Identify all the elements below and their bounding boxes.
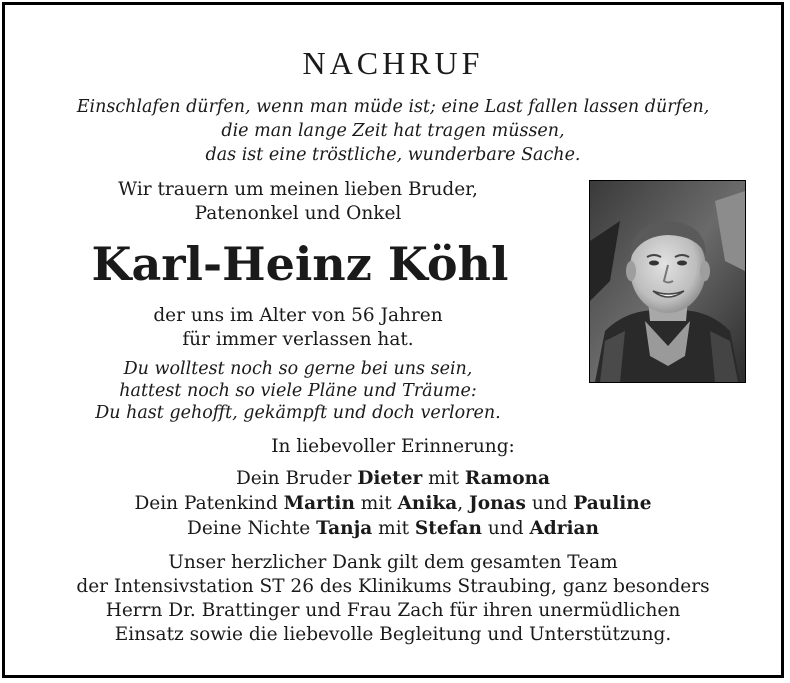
mourning-intro (63, 178, 533, 226)
connector: mit (422, 468, 465, 489)
motto-line: Einschlafen dürfen, wenn man müde ist; eine Last fallen lassen dürfen, (76, 97, 710, 117)
intro-line: Wir trauern um meinen lieben Bruder, (118, 179, 478, 200)
memorial-poem (63, 358, 533, 424)
memory-heading: In liebevoller Erinnerung: (271, 436, 515, 457)
portrait-photo-icon (590, 181, 745, 382)
family-line-niece (5, 516, 781, 541)
thanks-line: Herrn Dr. Brattinger und Frau Zach für ihren unermüdlichen (105, 600, 681, 621)
relation-label: Dein Bruder (235, 468, 358, 489)
family-line-brother (5, 466, 781, 491)
portrait-photo (589, 180, 746, 383)
age-line: der uns im Alter von 56 Jahren (153, 305, 443, 326)
family-name: Pauline (573, 493, 652, 514)
motto-line: die man lange Zeit hat tragen müssen, (221, 121, 565, 141)
family-name: Ramona (464, 468, 551, 489)
poem-line: Du wolltest noch so gerne bei uns sein, (123, 359, 473, 379)
family-line-godchild (5, 491, 781, 516)
connector: , (457, 493, 469, 514)
family-name: Adrian (529, 518, 599, 539)
connector: und (525, 493, 574, 514)
family-name: Jonas (468, 493, 526, 514)
opening-motto (5, 95, 781, 167)
thanks-paragraph (5, 551, 781, 647)
deceased-name: Karl-Heinz Köhl (91, 237, 509, 291)
age-statement (63, 304, 533, 352)
family-name: Stefan (414, 518, 482, 539)
relation-label: Deine Nichte (187, 518, 317, 539)
thanks-line: Unser herzlicher Dank gilt dem gesamten Team (168, 552, 618, 573)
family-name: Tanja (316, 518, 373, 539)
age-line: für immer verlassen hat. (182, 329, 414, 350)
poem-line: hattest noch so viele Pläne und Träume: (119, 381, 477, 401)
family-name: Martin (283, 493, 355, 514)
connector: und (482, 518, 530, 539)
obituary-notice (2, 2, 784, 678)
poem-line: Du hast gehofft, gekämpft und doch verloren. (95, 403, 501, 423)
family-list (5, 466, 781, 541)
family-name: Dieter (357, 468, 423, 489)
family-name: Anika (397, 493, 458, 514)
motto-line: das ist eine tröstliche, wunderbare Sache. (205, 145, 581, 165)
thanks-line: Einsatz sowie die liebevolle Begleitung und Unterstützung. (114, 624, 672, 645)
relation-label: Dein Patenkind (134, 493, 284, 514)
connector: mit (372, 518, 415, 539)
connector: mit (354, 493, 398, 514)
thanks-line: der Intensivstation ST 26 des Klinikums Straubing, ganz besonders (76, 576, 710, 597)
notice-title: NACHRUF (302, 45, 484, 81)
intro-line: Patenonkel und Onkel (194, 203, 402, 224)
